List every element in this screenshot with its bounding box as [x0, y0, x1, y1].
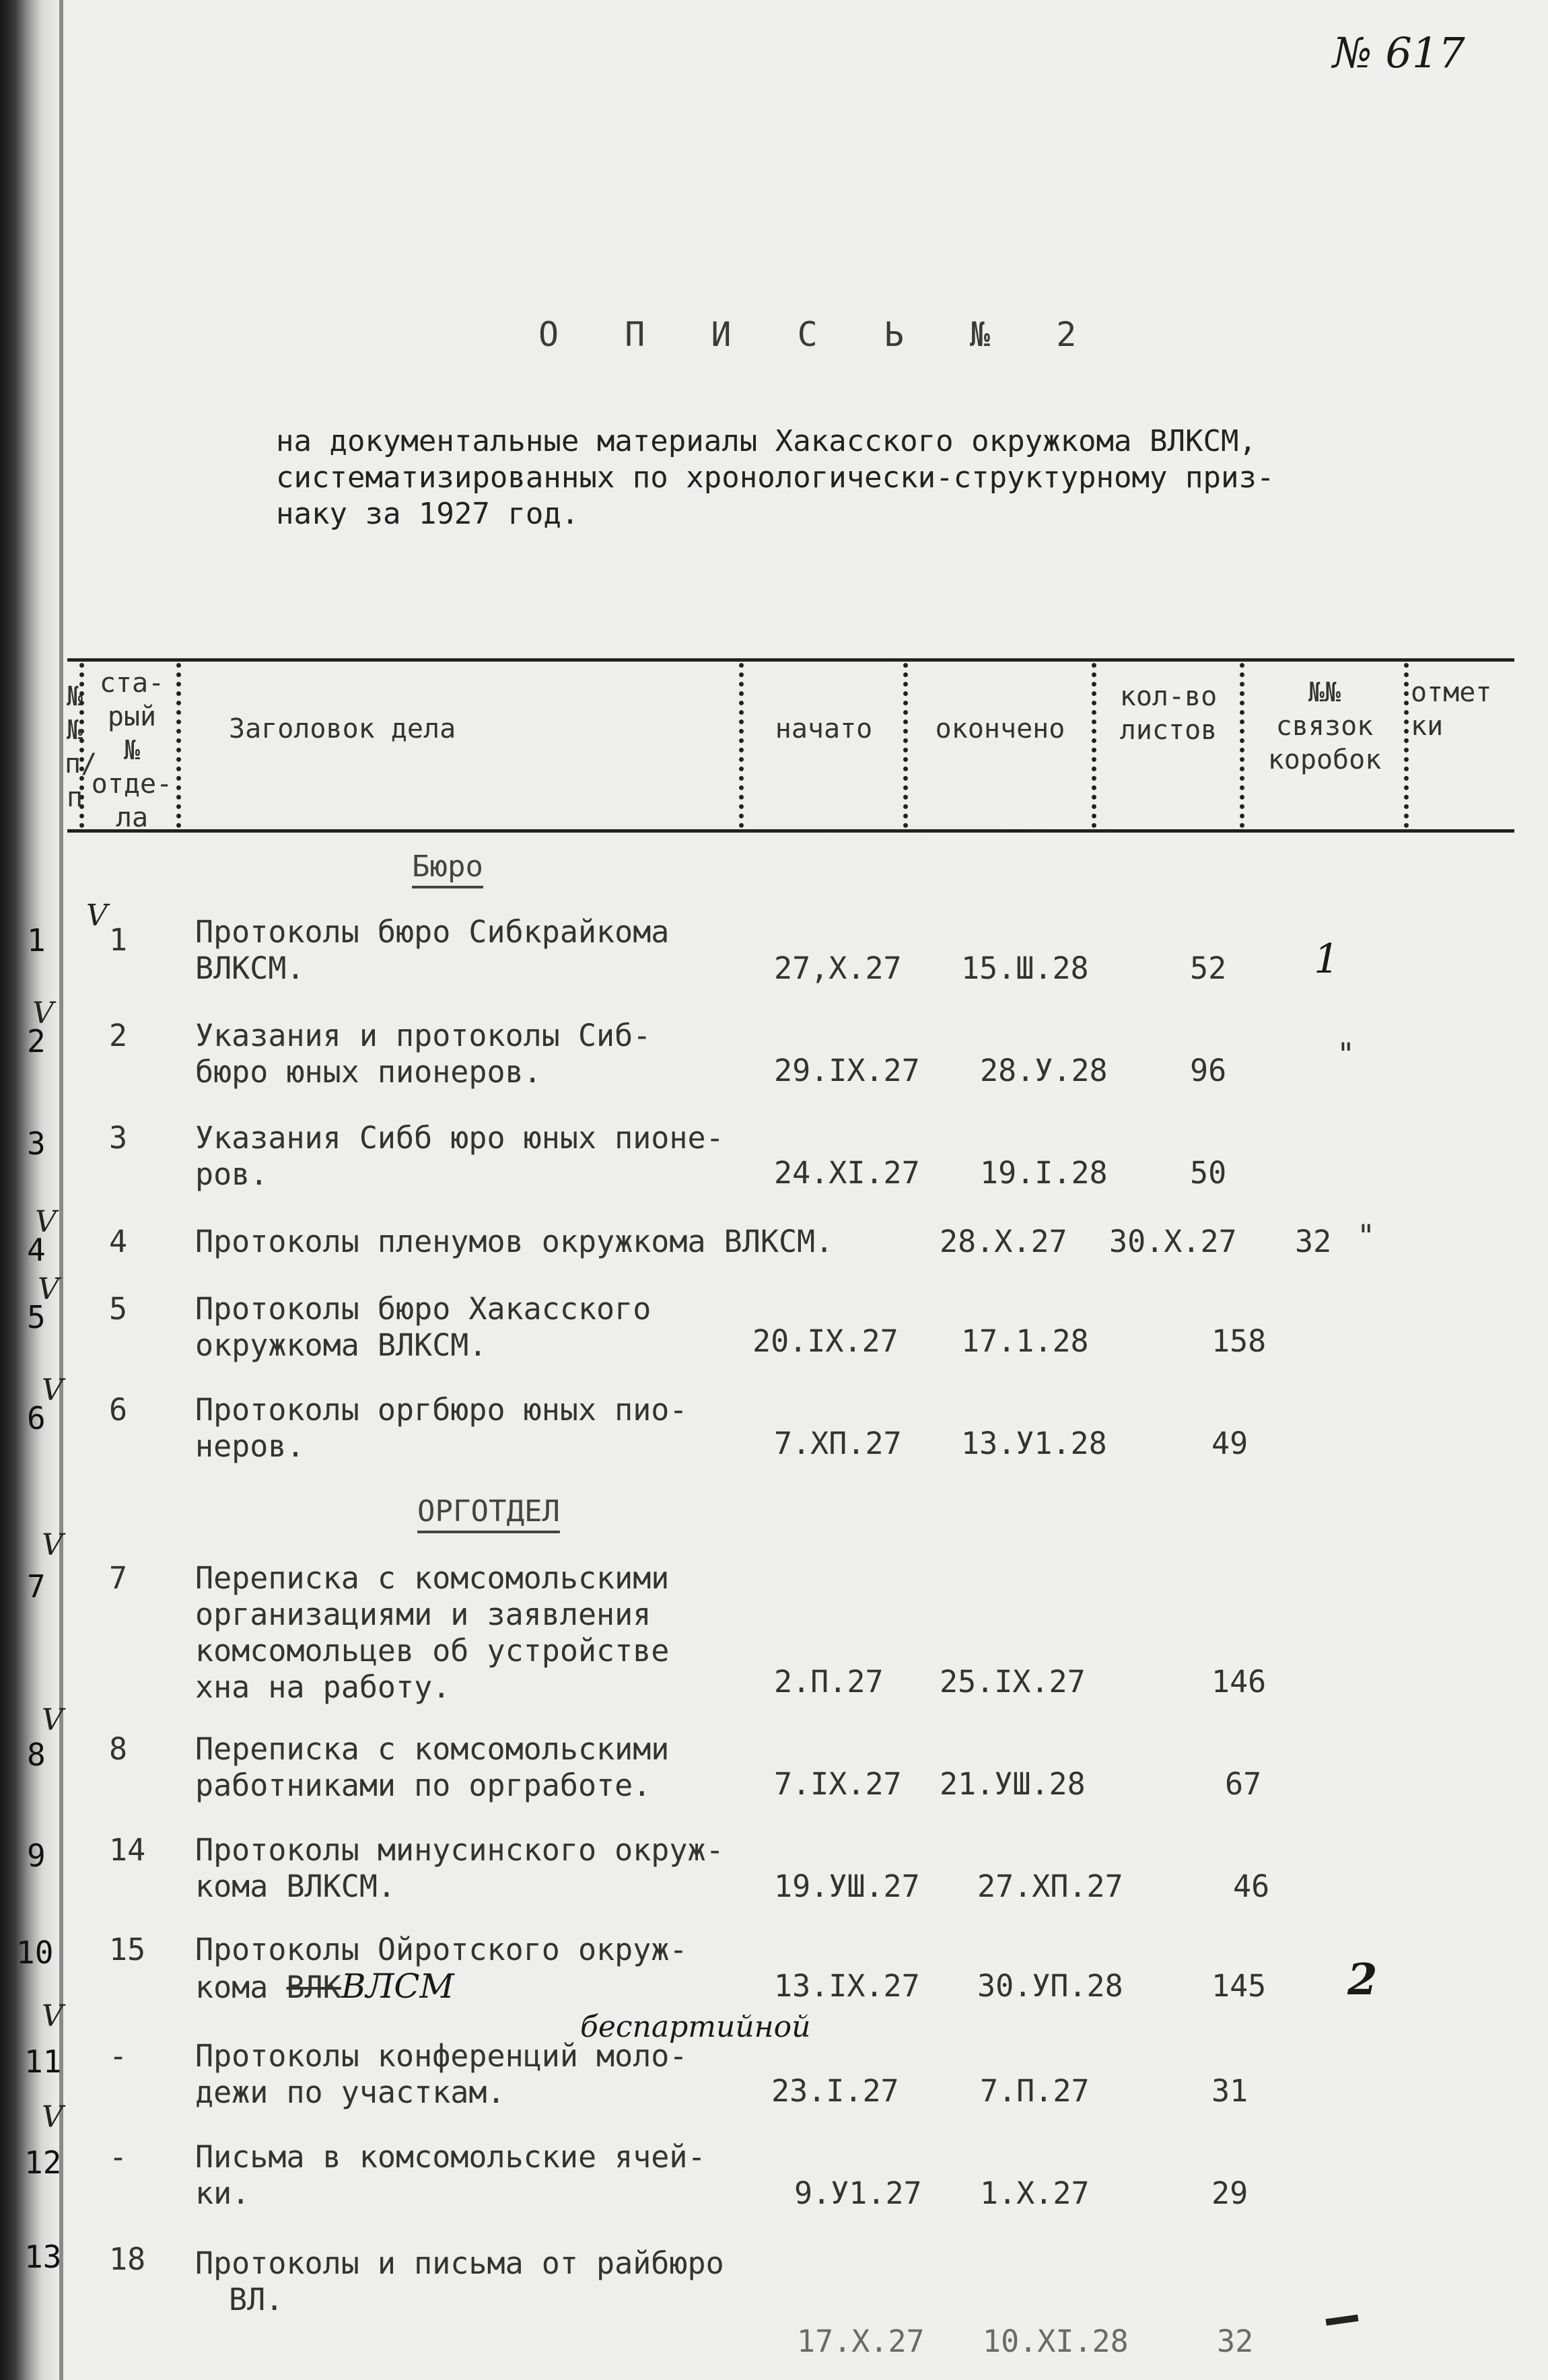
row-start: 7.XП.27 [774, 1426, 902, 1461]
row-start: 7.IX.27 [774, 1766, 902, 1802]
row-sheets: 145 [1211, 1968, 1267, 2004]
archive-number: № 617 [1333, 28, 1465, 77]
row-end: 1.X.27 [980, 2175, 1090, 2211]
row-number: 18 [109, 2241, 146, 2277]
row-number: - [109, 2038, 128, 2074]
column-separator [739, 663, 744, 828]
check-mark: V [35, 1205, 57, 1239]
row-sheets: 52 [1190, 950, 1227, 986]
header-old-num: ста- рый № отде- ла [91, 668, 173, 833]
row-end: 19.I.28 [980, 1155, 1108, 1191]
row-title: Переписка с комсомольскими организациями и заявления комсомольцев об устройстве хна на работу. [195, 1560, 670, 1705]
row-title: Указания и протоколы Сиб- бюро юных пионеров. [195, 1018, 652, 1090]
margin-number: 5 [27, 1299, 46, 1335]
row-start: 13.IX.27 [774, 1968, 920, 2004]
row-end: 21.УШ.28 [940, 1766, 1086, 1802]
row-number: 6 [109, 1392, 128, 1428]
margin-number: 13 [24, 2239, 62, 2275]
margin-number: 10 [16, 1934, 54, 1971]
row-bundle: 2 [1347, 1955, 1378, 2005]
row-number: 3 [109, 1120, 128, 1156]
row-end: 25.IX.27 [940, 1664, 1086, 1700]
row-title: Протоколы Ойротского окруж- кома ВЛКВЛСМ [195, 1932, 688, 2006]
row-start: 27,X.27 [774, 950, 902, 986]
document-title: О П И С Ь № 2 [538, 315, 1100, 354]
row-start: 19.УШ.27 [774, 1868, 920, 1904]
row-start: 17.X.27 [797, 2323, 925, 2359]
row-title: Протоколы оргбюро юных пио- неров. [195, 1392, 688, 1464]
row-number: 2 [109, 1018, 128, 1053]
check-mark: V [42, 1528, 63, 1562]
column-separator [1092, 663, 1096, 828]
column-separator [1404, 663, 1409, 828]
column-separator [1240, 663, 1244, 828]
check-mark: V [42, 1703, 63, 1737]
header-notes: отмет ки [1411, 677, 1492, 742]
handwritten-insert: беспартийной [580, 2010, 811, 2044]
margin-number: 7 [27, 1568, 46, 1605]
row-title: Протоколы и письма от райбюро ВЛ. [195, 2245, 724, 2317]
header-end: окончено [935, 713, 1065, 744]
row-end: 28.У.28 [980, 1053, 1108, 1088]
row-start: 28.X.27 [940, 1224, 1067, 1259]
margin-number: 1 [27, 922, 46, 958]
table-header-bottom-rule [67, 829, 1514, 833]
margin-number: 8 [27, 1737, 46, 1773]
row-start: 24.XI.27 [774, 1155, 920, 1191]
handwritten-vlksm: ВЛСМ [341, 1967, 454, 2006]
row-end: 7.П.27 [980, 2073, 1090, 2109]
row-number: 7 [109, 1560, 128, 1596]
check-mark: V [42, 1999, 63, 2033]
row-start: 2.П.27 [774, 1664, 884, 1700]
row-bundle: " [1357, 1218, 1376, 1254]
row-title: Протоколы конференций моло- дежи по участкам. [195, 2038, 688, 2110]
row-sheets: 29 [1211, 2175, 1248, 2211]
check-mark: V [38, 1272, 59, 1306]
row-sheets: 32 [1295, 1224, 1332, 1259]
row-sheets: 46 [1233, 1868, 1270, 1904]
check-mark: V [42, 1373, 63, 1407]
row-number: 14 [109, 1832, 146, 1868]
section-heading: ОРГОТДЕЛ [417, 1494, 560, 1529]
column-separator [903, 663, 908, 828]
row-start: 29.IX.27 [774, 1053, 920, 1088]
row-start: 23.I.27 [771, 2073, 899, 2109]
subtitle-line: систематизированных по хронологически-структурному приз- [276, 460, 1275, 495]
row-sheets: 32 [1217, 2323, 1254, 2359]
row-end: 30.X.27 [1109, 1224, 1237, 1259]
row-end: 30.УП.28 [977, 1968, 1123, 2004]
table-top-rule [67, 658, 1514, 662]
row-sheets: 67 [1225, 1766, 1262, 1802]
margin-number: 6 [27, 1400, 46, 1436]
header-bundle: №№ связок коробок [1267, 677, 1382, 775]
row-title: Протоколы бюро Хакасского окружкома ВЛКСМ. [195, 1291, 652, 1363]
row-title: Протоколы бюро Сибкрайкома ВЛКСМ. [195, 914, 670, 986]
row-end: 15.Ш.28 [961, 950, 1089, 986]
header-sheets: кол-во листов [1119, 681, 1218, 746]
header-title: Заголовок дела [229, 713, 456, 744]
row-sheets: 96 [1190, 1053, 1227, 1088]
row-end: 10.XI.28 [983, 2323, 1129, 2359]
row-number: 15 [109, 1932, 146, 1967]
row-title: Протоколы пленумов окружкома ВЛКСМ. [195, 1224, 834, 1259]
row-number: 1 [109, 922, 128, 958]
row-number: 8 [109, 1731, 128, 1767]
margin-number: 4 [27, 1232, 46, 1268]
row-sheets: 146 [1211, 1664, 1267, 1700]
margin-number: 12 [24, 2144, 62, 2181]
row-sheets: 50 [1190, 1155, 1227, 1191]
row-start: 20.IX.27 [752, 1323, 899, 1359]
row-sheets: 49 [1211, 1426, 1248, 1461]
check-mark: V [42, 2100, 63, 2134]
row-end: 13.У1.28 [961, 1426, 1107, 1461]
section-heading: Бюро [412, 849, 483, 884]
row-sheets: 31 [1211, 2073, 1248, 2109]
row-title: Протоколы минусинского окруж- кома ВЛКСМ. [195, 1832, 724, 1904]
row-title: Письма в комсомольские ячей- ки. [195, 2139, 706, 2211]
row-start: 9.У1.27 [794, 2175, 922, 2211]
row-number: 4 [109, 1224, 128, 1259]
check-mark: V [32, 996, 54, 1030]
row-title: Указания Сибб юро юных пионе- ров. [195, 1120, 724, 1192]
row-end: 27.XП.27 [977, 1868, 1123, 1904]
header-start: начато [775, 713, 873, 744]
header-num: №№ п/п [65, 681, 98, 813]
row-sheets: 158 [1211, 1323, 1267, 1359]
margin-number: 9 [27, 1838, 46, 1874]
row-bundle: 1 [1314, 936, 1340, 983]
row-bundle: " [1337, 1037, 1356, 1072]
row-number: - [109, 2139, 128, 2175]
margin-number: 2 [27, 1023, 46, 1059]
row-number: 5 [109, 1291, 128, 1327]
row-end: 17.1.28 [961, 1323, 1089, 1359]
pen-mark [1326, 2315, 1359, 2326]
margin-number: 11 [24, 2043, 62, 2080]
row-title: Переписка с комсомольскими работниками по оргработе. [195, 1731, 670, 1803]
subtitle-line: на документальные материалы Хакасского окружкома ВЛКСМ, [276, 424, 1257, 458]
check-mark: V [86, 899, 108, 933]
margin-number: 3 [27, 1125, 46, 1162]
subtitle-line: наку за 1927 год. [276, 497, 579, 531]
